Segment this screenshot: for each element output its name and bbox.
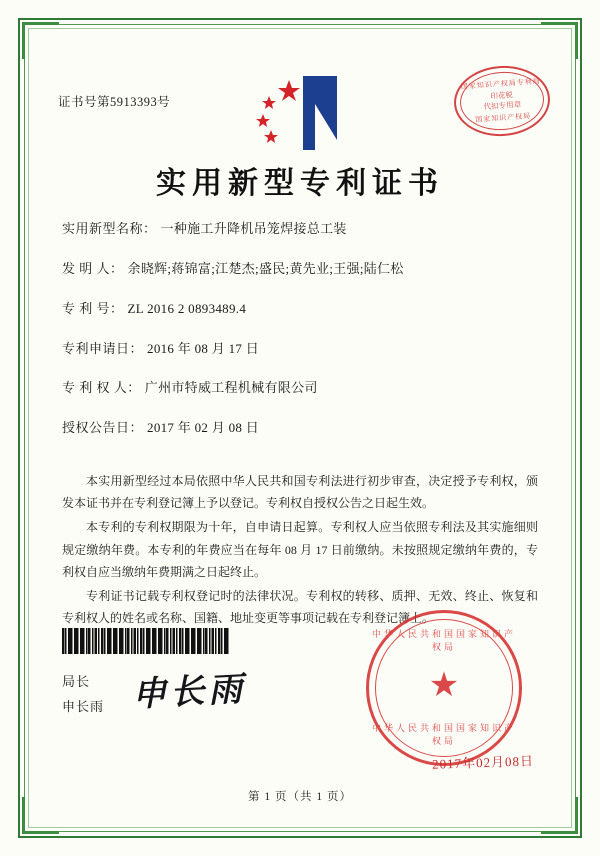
legal-paragraph: 本实用新型经过本局依照中华人民共和国专利法进行初步审查，决定授予专利权，颁发本证书并在专利登记簿上予以登记。专利权自授权公告之日起生效。 (62, 474, 538, 511)
cnipa-emblem-icon (241, 70, 359, 156)
field-value: 广州市特威工程机械有限公司 (144, 380, 318, 396)
field-label: 专 利 权 人： (62, 380, 141, 396)
official-seal-bottom-text: 中华人民共和国国家知识产权局 (371, 723, 516, 746)
star-icon: ★ (428, 666, 460, 704)
field-label: 授权公告日： (62, 420, 144, 436)
barcode (62, 628, 230, 654)
field-row (62, 419, 540, 438)
director-name-label: 申长雨 (62, 698, 105, 714)
field-label: 专 利 号： (62, 300, 124, 316)
field-value: 2016 年 08 月 17 日 (147, 340, 260, 356)
tax-stamp-bottom-text: 国家知识产权局 (475, 113, 532, 125)
certificate-title: 实用新型专利证书 (156, 167, 444, 200)
tax-stamp-mid-line2: 代扣专用章 (483, 99, 522, 112)
handwritten-signature: 申长雨 (131, 671, 248, 714)
field-list (62, 220, 540, 459)
field-label: 发 明 人： (62, 260, 124, 276)
signature-block (62, 670, 104, 719)
tax-stamp-top-text: 国家知识产权局专利局 (460, 78, 541, 91)
legal-text-block (62, 470, 538, 631)
field-value: 2017 年 02 月 08 日 (147, 420, 260, 436)
official-seal-top-text: 中华人民共和国国家知识产权局 (371, 629, 516, 652)
field-row (62, 260, 540, 279)
field-row (62, 220, 540, 239)
field-label: 专利申请日： (62, 340, 144, 356)
page-footer: 第 1 页（共 1 页） (248, 791, 352, 803)
field-row (62, 340, 540, 359)
field-value: 一种施工升降机吊笼焊接总工装 (160, 221, 347, 236)
legal-paragraph: 专利证书记载专利权登记时的法律状况。专利权的转移、质押、无效、终止、恢复和专利权人的姓名或名称、国籍、地址变更等事项记载在专利登记簿上。 (62, 588, 538, 626)
field-label: 实用新型名称： (62, 221, 157, 236)
certificate-number: 证书号第5913393号 (58, 95, 171, 109)
official-red-seal (366, 610, 522, 766)
field-row (62, 300, 540, 319)
field-value: ZL 2016 2 0893489.4 (127, 300, 247, 316)
legal-paragraph: 本专利的专利权期限为十年，自申请日起算。专利权人应当依照专利法及其实施细则规定缴纳年费。本专利的年费应当在每年 08 月 17 日前缴纳。未按照规定缴纳年费的，专利权自应当缴纳年费期满之日起终止。 (62, 520, 538, 579)
field-value: 余晓辉;蒋锦富;江楚杰;盛民;黄先业;王强;陆仁松 (127, 260, 404, 276)
tax-stamp-seal (452, 63, 553, 140)
field-row (62, 379, 540, 398)
tax-stamp-mid-line1: 印花税 (490, 90, 514, 101)
seal-date: 2017年02月08日 (431, 753, 535, 772)
certificate-content (40, 40, 560, 816)
director-title-label: 局长 (62, 674, 91, 689)
